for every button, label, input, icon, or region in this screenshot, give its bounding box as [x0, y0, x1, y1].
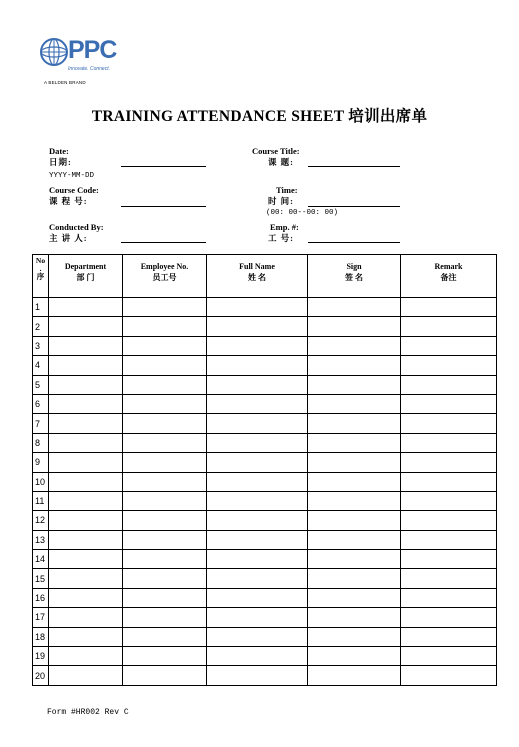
logo-tagline: Innovate. Connect. [68, 66, 110, 72]
department-cell[interactable] [49, 608, 123, 627]
col-header-employee-no-cn: 员工号 [152, 273, 177, 282]
employee-no-cell[interactable] [123, 317, 207, 336]
course-title-field-line[interactable] [308, 166, 400, 167]
row-number: 11 [33, 491, 49, 510]
row-number: 19 [33, 647, 49, 666]
department-cell[interactable] [49, 569, 123, 588]
col-header-full-name [207, 255, 308, 298]
full-name-cell[interactable] [207, 647, 308, 666]
row-number: 4 [33, 356, 49, 375]
full-name-cell[interactable] [207, 491, 308, 510]
remark-cell[interactable] [401, 356, 497, 375]
employee-no-cell[interactable] [123, 453, 207, 472]
col-header-department [49, 255, 123, 298]
page-title: TRAINING ATTENDANCE SHEET 培训出席单 [91, 108, 428, 125]
remark-cell[interactable] [401, 647, 497, 666]
remark-cell[interactable] [401, 627, 497, 646]
employee-no-cell[interactable] [123, 511, 207, 530]
full-name-cell[interactable] [207, 608, 308, 627]
time-field-line[interactable] [308, 206, 400, 207]
full-name-cell[interactable] [207, 627, 308, 646]
full-name-cell[interactable] [207, 356, 308, 375]
department-cell[interactable] [49, 433, 123, 452]
col-header-sign-en: Sign [346, 262, 362, 271]
row-number: 20 [33, 666, 49, 685]
col-header-no-en: No . [35, 256, 46, 273]
table-row [33, 433, 497, 452]
conducted-by-label-cn: 主 讲 人: [49, 233, 88, 243]
sign-cell[interactable] [308, 317, 401, 336]
date-label-cn: 日期: [49, 157, 72, 167]
employee-no-cell[interactable] [123, 666, 207, 685]
row-number: 1 [33, 298, 49, 317]
table-row [33, 414, 497, 433]
table-row [33, 666, 497, 685]
emp-field-line[interactable] [308, 242, 400, 243]
department-cell[interactable] [49, 472, 123, 491]
department-cell[interactable] [49, 375, 123, 394]
employee-no-cell[interactable] [123, 472, 207, 491]
department-cell[interactable] [49, 511, 123, 530]
employee-no-cell[interactable] [123, 356, 207, 375]
full-name-cell[interactable] [207, 530, 308, 549]
table-header-row [33, 255, 497, 298]
department-cell[interactable] [49, 550, 123, 569]
col-header-sign [308, 255, 401, 298]
employee-no-cell[interactable] [123, 414, 207, 433]
sign-cell[interactable] [308, 356, 401, 375]
full-name-cell[interactable] [207, 298, 308, 317]
remark-cell[interactable] [401, 414, 497, 433]
department-cell[interactable] [49, 588, 123, 607]
col-header-full-name-cn: 姓 名 [248, 273, 266, 282]
full-name-cell[interactable] [207, 511, 308, 530]
full-name-cell[interactable] [207, 317, 308, 336]
row-number: 8 [33, 433, 49, 452]
table-row [33, 375, 497, 394]
employee-no-cell[interactable] [123, 627, 207, 646]
employee-no-cell[interactable] [123, 491, 207, 510]
table-row [33, 550, 497, 569]
department-cell[interactable] [49, 491, 123, 510]
table-row [33, 394, 497, 413]
remark-cell[interactable] [401, 317, 497, 336]
full-name-cell[interactable] [207, 453, 308, 472]
employee-no-cell[interactable] [123, 375, 207, 394]
sign-cell[interactable] [308, 627, 401, 646]
department-cell[interactable] [49, 647, 123, 666]
sign-cell[interactable] [308, 394, 401, 413]
course-code-field-line[interactable] [121, 206, 206, 207]
col-header-department-en: Department [64, 262, 107, 271]
course-title-label-en: Course Title: [252, 146, 300, 156]
col-header-employee-no-en: Employee No. [140, 262, 189, 271]
table-row [33, 491, 497, 510]
table-row [33, 569, 497, 588]
course-title-label-cn: 课 题: [268, 157, 294, 167]
remark-cell[interactable] [401, 375, 497, 394]
remark-cell[interactable] [401, 298, 497, 317]
sign-cell[interactable] [308, 647, 401, 666]
row-number: 15 [33, 569, 49, 588]
conducted-by-label-en: Conducted By: [49, 222, 104, 232]
logo-text: PPC [68, 36, 117, 64]
row-number: 9 [33, 453, 49, 472]
table-row [33, 627, 497, 646]
table-row [33, 530, 497, 549]
table-row [33, 472, 497, 491]
sign-cell[interactable] [308, 472, 401, 491]
employee-no-cell[interactable] [123, 588, 207, 607]
table-row [33, 336, 497, 355]
sign-cell[interactable] [308, 433, 401, 452]
date-format-hint: YYYY-MM-DD [49, 172, 95, 180]
employee-no-cell[interactable] [123, 569, 207, 588]
row-number: 3 [33, 336, 49, 355]
sign-cell[interactable] [308, 336, 401, 355]
table-row [33, 453, 497, 472]
remark-cell[interactable] [401, 511, 497, 530]
table-row [33, 511, 497, 530]
table-row [33, 608, 497, 627]
row-number: 14 [33, 550, 49, 569]
col-header-remark-en: Remark [434, 262, 463, 271]
sign-cell[interactable] [308, 491, 401, 510]
date-label-en: Date: [49, 146, 69, 156]
row-number: 12 [33, 511, 49, 530]
table-row [33, 298, 497, 317]
col-header-no [33, 255, 49, 298]
full-name-cell[interactable] [207, 375, 308, 394]
table-row [33, 317, 497, 336]
full-name-cell[interactable] [207, 569, 308, 588]
full-name-cell[interactable] [207, 666, 308, 685]
col-header-sign-cn: 签 名 [345, 273, 363, 282]
row-number: 2 [33, 317, 49, 336]
row-number: 6 [33, 394, 49, 413]
sign-cell[interactable] [308, 511, 401, 530]
col-header-full-name-en: Full Name [239, 262, 275, 271]
emp-label-en: Emp. #: [270, 222, 299, 232]
attendance-table [32, 254, 497, 686]
full-name-cell[interactable] [207, 472, 308, 491]
time-label-cn: 时 间: [268, 196, 294, 206]
employee-no-cell[interactable] [123, 608, 207, 627]
sign-cell[interactable] [308, 530, 401, 549]
sign-cell[interactable] [308, 588, 401, 607]
row-number: 13 [33, 530, 49, 549]
remark-cell[interactable] [401, 550, 497, 569]
full-name-cell[interactable] [207, 588, 308, 607]
full-name-cell[interactable] [207, 336, 308, 355]
department-cell[interactable] [49, 317, 123, 336]
department-cell[interactable] [49, 530, 123, 549]
row-number: 5 [33, 375, 49, 394]
department-cell[interactable] [49, 336, 123, 355]
sign-cell[interactable] [308, 569, 401, 588]
emp-label-cn: 工 号: [268, 233, 294, 243]
remark-cell[interactable] [401, 666, 497, 685]
col-header-no-cn: 序 [36, 272, 45, 281]
form-number-footer: Form #HR002 Rev C [47, 708, 129, 717]
employee-no-cell[interactable] [123, 298, 207, 317]
course-code-label-en: Course Code: [49, 185, 99, 195]
employee-no-cell[interactable] [123, 394, 207, 413]
col-header-remark [401, 255, 497, 298]
row-number: 18 [33, 627, 49, 646]
col-header-department-cn: 部 门 [76, 273, 95, 282]
row-number: 10 [33, 472, 49, 491]
col-header-remark-cn: 备注 [440, 273, 457, 282]
employee-no-cell[interactable] [123, 530, 207, 549]
department-cell[interactable] [49, 414, 123, 433]
sign-cell[interactable] [308, 666, 401, 685]
table-row [33, 647, 497, 666]
sign-cell[interactable] [308, 550, 401, 569]
employee-no-cell[interactable] [123, 336, 207, 355]
department-cell[interactable] [49, 666, 123, 685]
department-cell[interactable] [49, 394, 123, 413]
department-cell[interactable] [49, 356, 123, 375]
remark-cell[interactable] [401, 336, 497, 355]
full-name-cell[interactable] [207, 433, 308, 452]
department-cell[interactable] [49, 453, 123, 472]
sign-cell[interactable] [308, 375, 401, 394]
sign-cell[interactable] [308, 608, 401, 627]
employee-no-cell[interactable] [123, 647, 207, 666]
remark-cell[interactable] [401, 453, 497, 472]
remark-cell[interactable] [401, 569, 497, 588]
logo-brand: A BELDEN BRAND [44, 80, 86, 85]
table-row [33, 588, 497, 607]
remark-cell[interactable] [401, 530, 497, 549]
remark-cell[interactable] [401, 608, 497, 627]
course-code-label-cn: 课 程 号: [49, 196, 88, 206]
sign-cell[interactable] [308, 298, 401, 317]
department-cell[interactable] [49, 627, 123, 646]
remark-cell[interactable] [401, 491, 497, 510]
row-number: 17 [33, 608, 49, 627]
table-row [33, 356, 497, 375]
full-name-cell[interactable] [207, 394, 308, 413]
remark-cell[interactable] [401, 433, 497, 452]
employee-no-cell[interactable] [123, 433, 207, 452]
remark-cell[interactable] [401, 394, 497, 413]
date-field-line[interactable] [121, 166, 206, 167]
full-name-cell[interactable] [207, 414, 308, 433]
remark-cell[interactable] [401, 588, 497, 607]
row-number: 7 [33, 414, 49, 433]
employee-no-cell[interactable] [123, 550, 207, 569]
sign-cell[interactable] [308, 453, 401, 472]
conducted-by-field-line[interactable] [121, 242, 206, 243]
row-number: 16 [33, 588, 49, 607]
time-format-hint: (00: 00--00: 00) [266, 209, 339, 217]
sign-cell[interactable] [308, 414, 401, 433]
full-name-cell[interactable] [207, 550, 308, 569]
col-header-employee-no [123, 255, 207, 298]
department-cell[interactable] [49, 298, 123, 317]
remark-cell[interactable] [401, 472, 497, 491]
time-label-en: Time: [276, 185, 298, 195]
